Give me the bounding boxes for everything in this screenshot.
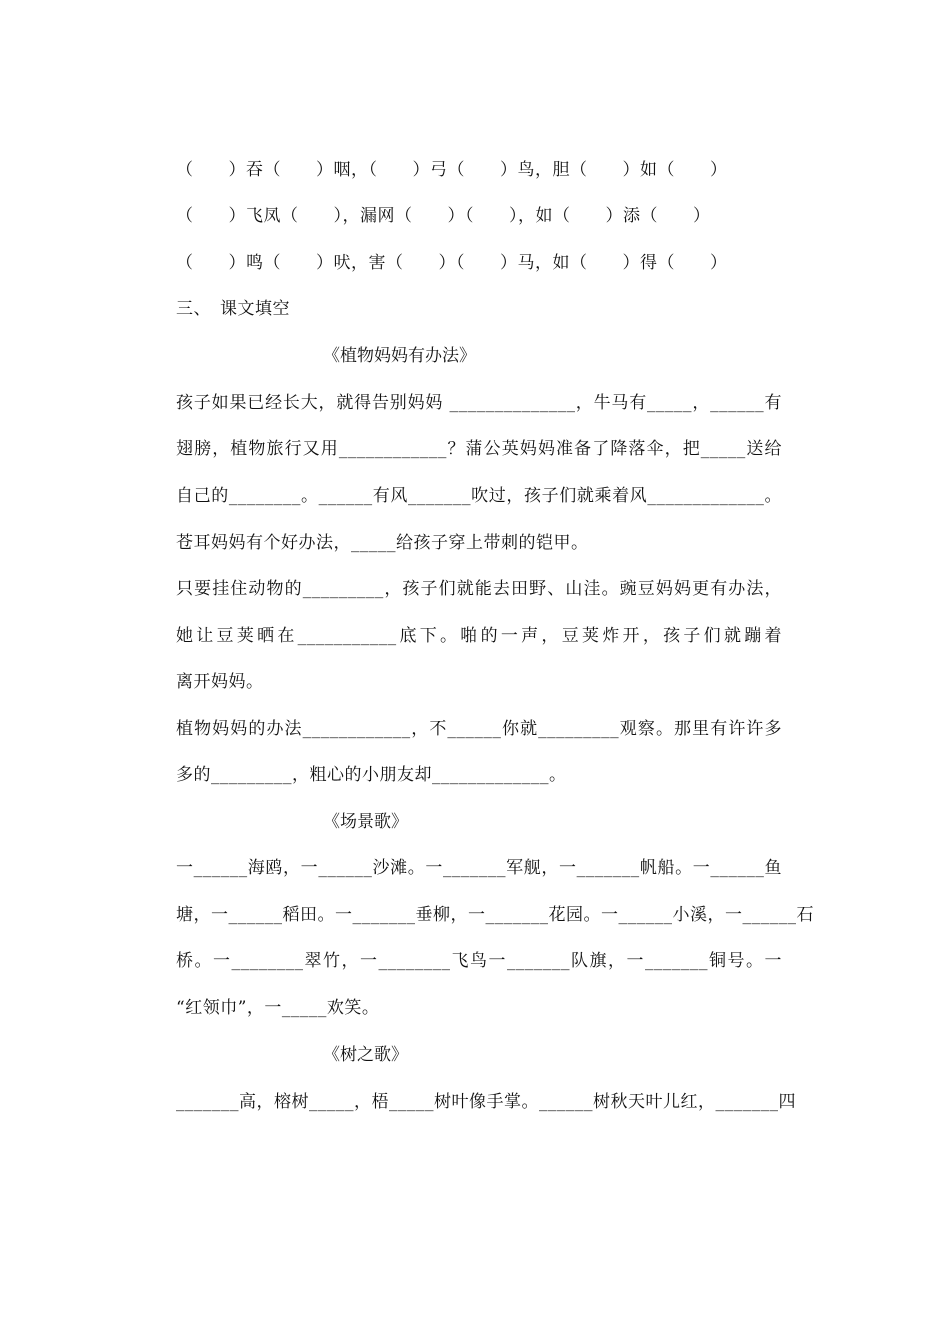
idiom-row-1: （ ）吞（ ）咽，（ ）弓（ ）鸟，胆（ ）如（ ） — [176, 160, 728, 180]
text-line: _______高，榕树_____，梧_____树叶像手掌。______树秋天叶儿红，_______四 — [176, 1092, 796, 1112]
text-line: 自己的________。______有风_______吹过，孩子们就乘着风_____________。 — [176, 486, 782, 506]
section-heading: 三、 课文填空 — [176, 299, 290, 319]
idiom-row-3: （ ）鸣（ ）吠，害（ ）（ ）马，如（ ）得（ ） — [176, 253, 728, 273]
poem-title-zhiwu: 《植物妈妈有办法》 — [323, 346, 476, 366]
text-line: 苍耳妈妈有个好办法，_____给孩子穿上带刺的铠甲。 — [176, 533, 589, 553]
text-line: 翅膀，植物旅行又用____________？蒲公英妈妈准备了降落伞，把_____送给 — [176, 439, 782, 459]
text-line: 孩子如果已经长大，就得告别妈妈 ______________，牛马有_____，______有 — [176, 393, 782, 413]
text-line: 只要挂住动物的_________，孩子们就能去田野、山洼。豌豆妈妈更有办法， — [176, 579, 782, 599]
text-line: 她让豆荚晒在___________底下。啪的一声，豆荚炸开，孩子们就蹦着 — [176, 626, 782, 646]
poem-title-changjing: 《场景歌》 — [323, 812, 408, 832]
text-line: 塘，一______稻田。一_______垂柳，一_______花园。一______小溪，一______石 — [176, 905, 814, 925]
text-line: 多的_________，粗心的小朋友却_____________。 — [176, 765, 567, 785]
idiom-row-2: （ ）飞凤（ ），漏网（ ）（ ），如（ ）添（ ） — [176, 206, 711, 226]
poem-title-shuzhige: 《树之歌》 — [323, 1045, 408, 1065]
text-line: 离开妈妈。 — [176, 672, 264, 692]
text-line: 植物妈妈的办法____________，不______你就_________观察。那里有许许多 — [176, 719, 782, 739]
text-line: “红领巾”，一_____欢笑。 — [176, 998, 380, 1018]
text-line: 桥。一________翠竹，一________飞鸟一_______队旗，一_______铜号。一 — [176, 951, 782, 971]
text-line: 一______海鸥，一______沙滩。一_______军舰，一_______帆船。一______鱼 — [176, 858, 782, 878]
